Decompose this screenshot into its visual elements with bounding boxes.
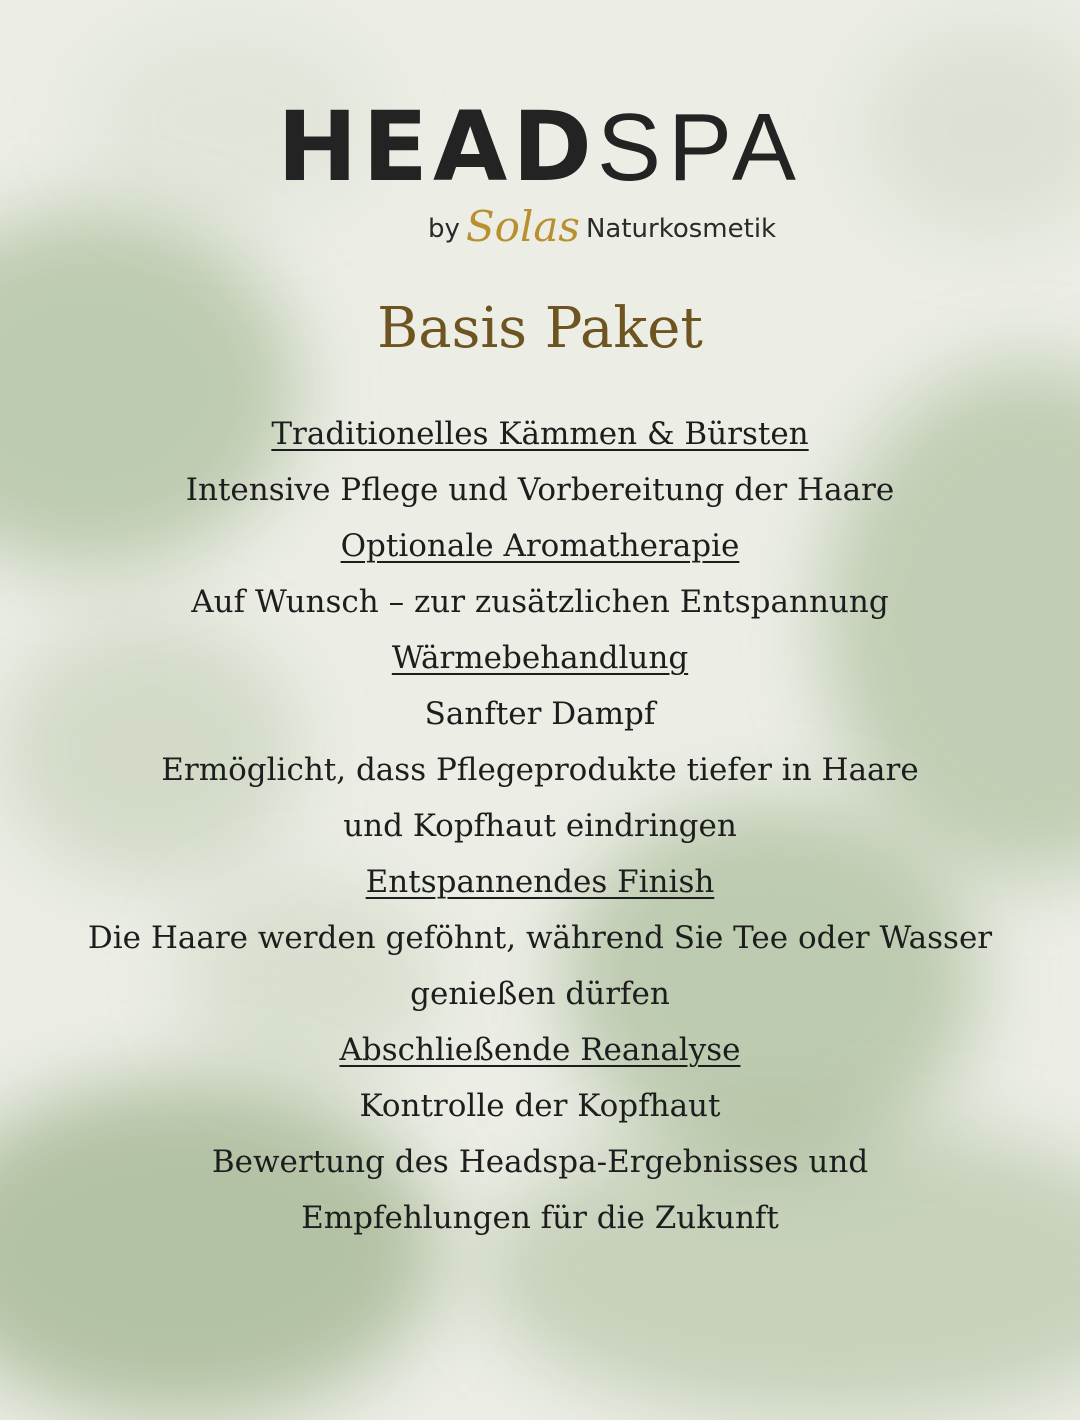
- package-description: [0, 406, 1080, 1246]
- section-text: [0, 798, 1080, 854]
- section-text: [0, 742, 1080, 798]
- section-heading-label: Entspannendes Finish: [365, 864, 715, 900]
- section-heading-label: Abschließende Reanalyse: [339, 1032, 741, 1068]
- logo-wordmark: [0, 92, 1080, 203]
- section-heading-label: Optionale Aromatherapie: [340, 528, 740, 564]
- section-heading: [0, 630, 1080, 686]
- section-text-label: Kontrolle der Kopfhaut: [359, 1088, 721, 1124]
- logo-head-text: HEAD: [277, 91, 597, 203]
- section-text: [0, 686, 1080, 742]
- section-heading: [0, 518, 1080, 574]
- section-text-label: Auf Wunsch – zur zusätzlichen Entspannung: [191, 584, 889, 620]
- section-heading: [0, 854, 1080, 910]
- section-text-label: Bewertung des Headspa-Ergebnisses und: [211, 1144, 869, 1180]
- section-text: [0, 1190, 1080, 1246]
- section-heading: [0, 406, 1080, 462]
- section-heading: [0, 1022, 1080, 1078]
- section-text: [0, 910, 1080, 966]
- section-text: [0, 574, 1080, 630]
- section-text-label: Sanfter Dampf: [424, 696, 656, 732]
- section-text: [0, 1134, 1080, 1190]
- page-title: Basis Paket: [377, 296, 703, 361]
- section-text: [0, 966, 1080, 1022]
- logo-by-text: by: [428, 214, 460, 244]
- section-text-label: Intensive Pflege und Vorbereitung der Haare: [185, 472, 895, 508]
- logo-suffix-text: Naturkosmetik: [585, 214, 777, 244]
- logo-spa-text: SPA: [596, 94, 803, 201]
- section-text-label: Empfehlungen für die Zukunft: [301, 1200, 779, 1236]
- section-text-label: genießen dürfen: [410, 976, 670, 1012]
- headspa-logo: [0, 91, 1080, 251]
- section-heading-label: Traditionelles Kämmen & Bürsten: [271, 416, 809, 452]
- section-heading-label: Wärmebehandlung: [391, 640, 689, 676]
- section-text: [0, 462, 1080, 518]
- logo-subline: [428, 198, 808, 251]
- section-text-label: Die Haare werden geföhnt, während Sie Tee oder Wasser: [87, 920, 993, 956]
- section-text: [0, 1078, 1080, 1134]
- section-text-label: und Kopfhaut eindringen: [343, 808, 737, 844]
- logo-brand-script: Solas: [465, 202, 580, 251]
- section-text-label: Ermöglicht, dass Pflegeprodukte tiefer in Haare: [161, 752, 919, 788]
